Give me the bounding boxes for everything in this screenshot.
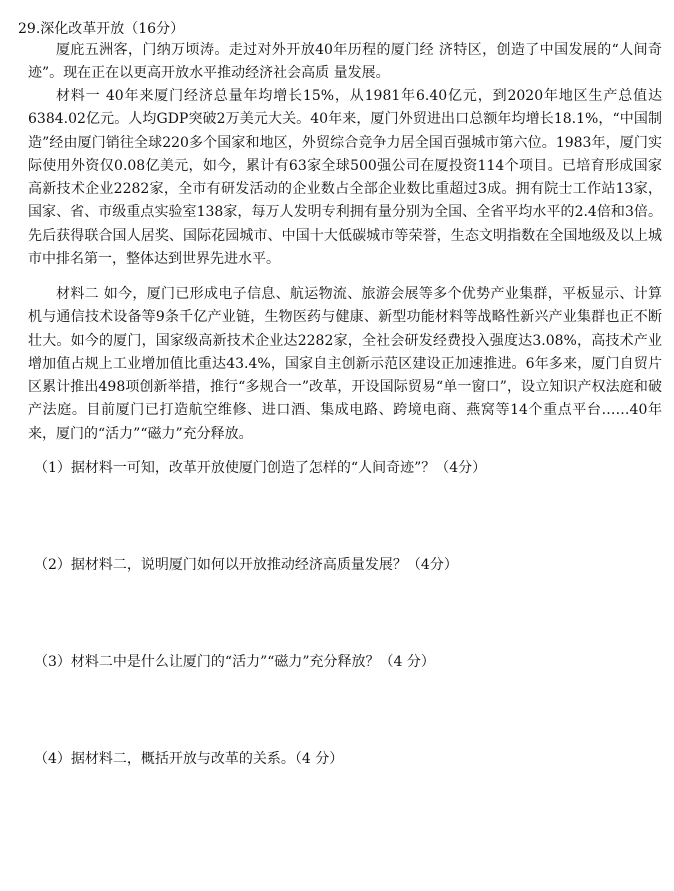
- sub-question-3: （3）材料二中是什么让厦门的“活力”“磁力”充分释放？（4 分）: [34, 654, 435, 670]
- question-title: 29.深化改革开放（16分）: [18, 21, 185, 37]
- sub-question-4: （4）据材料二，概括开放与改革的关系。（4 分）: [34, 751, 344, 767]
- intro-paragraph: 厦庇五洲客，门纳万顷涛。走过对外开放40年历程的厦门经 济特区，创造了中国发展的“人间奇迹”。现在正在以更高开放水平推动经济社会高质 量发展。: [28, 42, 662, 82]
- sub-question-1: （1）据材料一可知，改革开放使厦门创造了怎样的“人间奇迹”？（4分）: [34, 460, 487, 476]
- material-one-paragraph: 材料一 40年来厦门经济总量年均增长15%，从1981年6.40亿元，到2020年地区生产总值达6384.02亿元。人均GDP突破2万美元大关。40年来，厦门外贸进出口总额年均增长18.1%，“中国制造”经由厦门销往全球220多个国家和地区，外贸综合竞争力居全国百强城市第六位。1983年，厦门实际使用外资仅0.08亿美元，如今，累计有63家全球500强公司在厦投资114个项目。已培育形成国家高新技术企业2282家，全市有研发活动的企业数占全部企业数比重超过3成。拥有院士工作站13家，国家、省、市级重点实验室138家，每万人发明专利拥有量分别为全国、全省平均水平的2.4倍和3倍。先后获得联合国人居奖、国际花园城市、中国十大低碳城市等荣誉，生态文明指数在全国地级及以上城市中排名第一，整体达到世界先进水平。: [28, 88, 662, 268]
- material-two-paragraph: 材料二 如今，厦门已形成电子信息、航运物流、旅游会展等多个优势产业集群，平板显示、计算机与通信技术设备等9条千亿产业链，生物医药与健康、新型功能材料等战略性新兴产业集群也正不断壮大。如今的厦门，国家级高新技术企业达2282家，全社会研发经费投入强度达3.08%，高技术产业增加值占规上工业增加值比重达43.4%，国家自主创新示范区建设正加速推进。6年多来，厦门自贸片区累计推出498项创新举措，推行“多规合一”改革，开设国际贸易“单一窗口”，设立知识产权法庭和破产法庭。目前厦门已打造航空维修、进口酒、集成电路、跨境电商、燕窝等14个重点平台……40年来，厦门的“活力”“磁力”充分释放。: [28, 286, 662, 442]
- sub-question-2: （2）据材料二，说明厦门如何以开放推动经济高质量发展？（4分）: [34, 557, 458, 573]
